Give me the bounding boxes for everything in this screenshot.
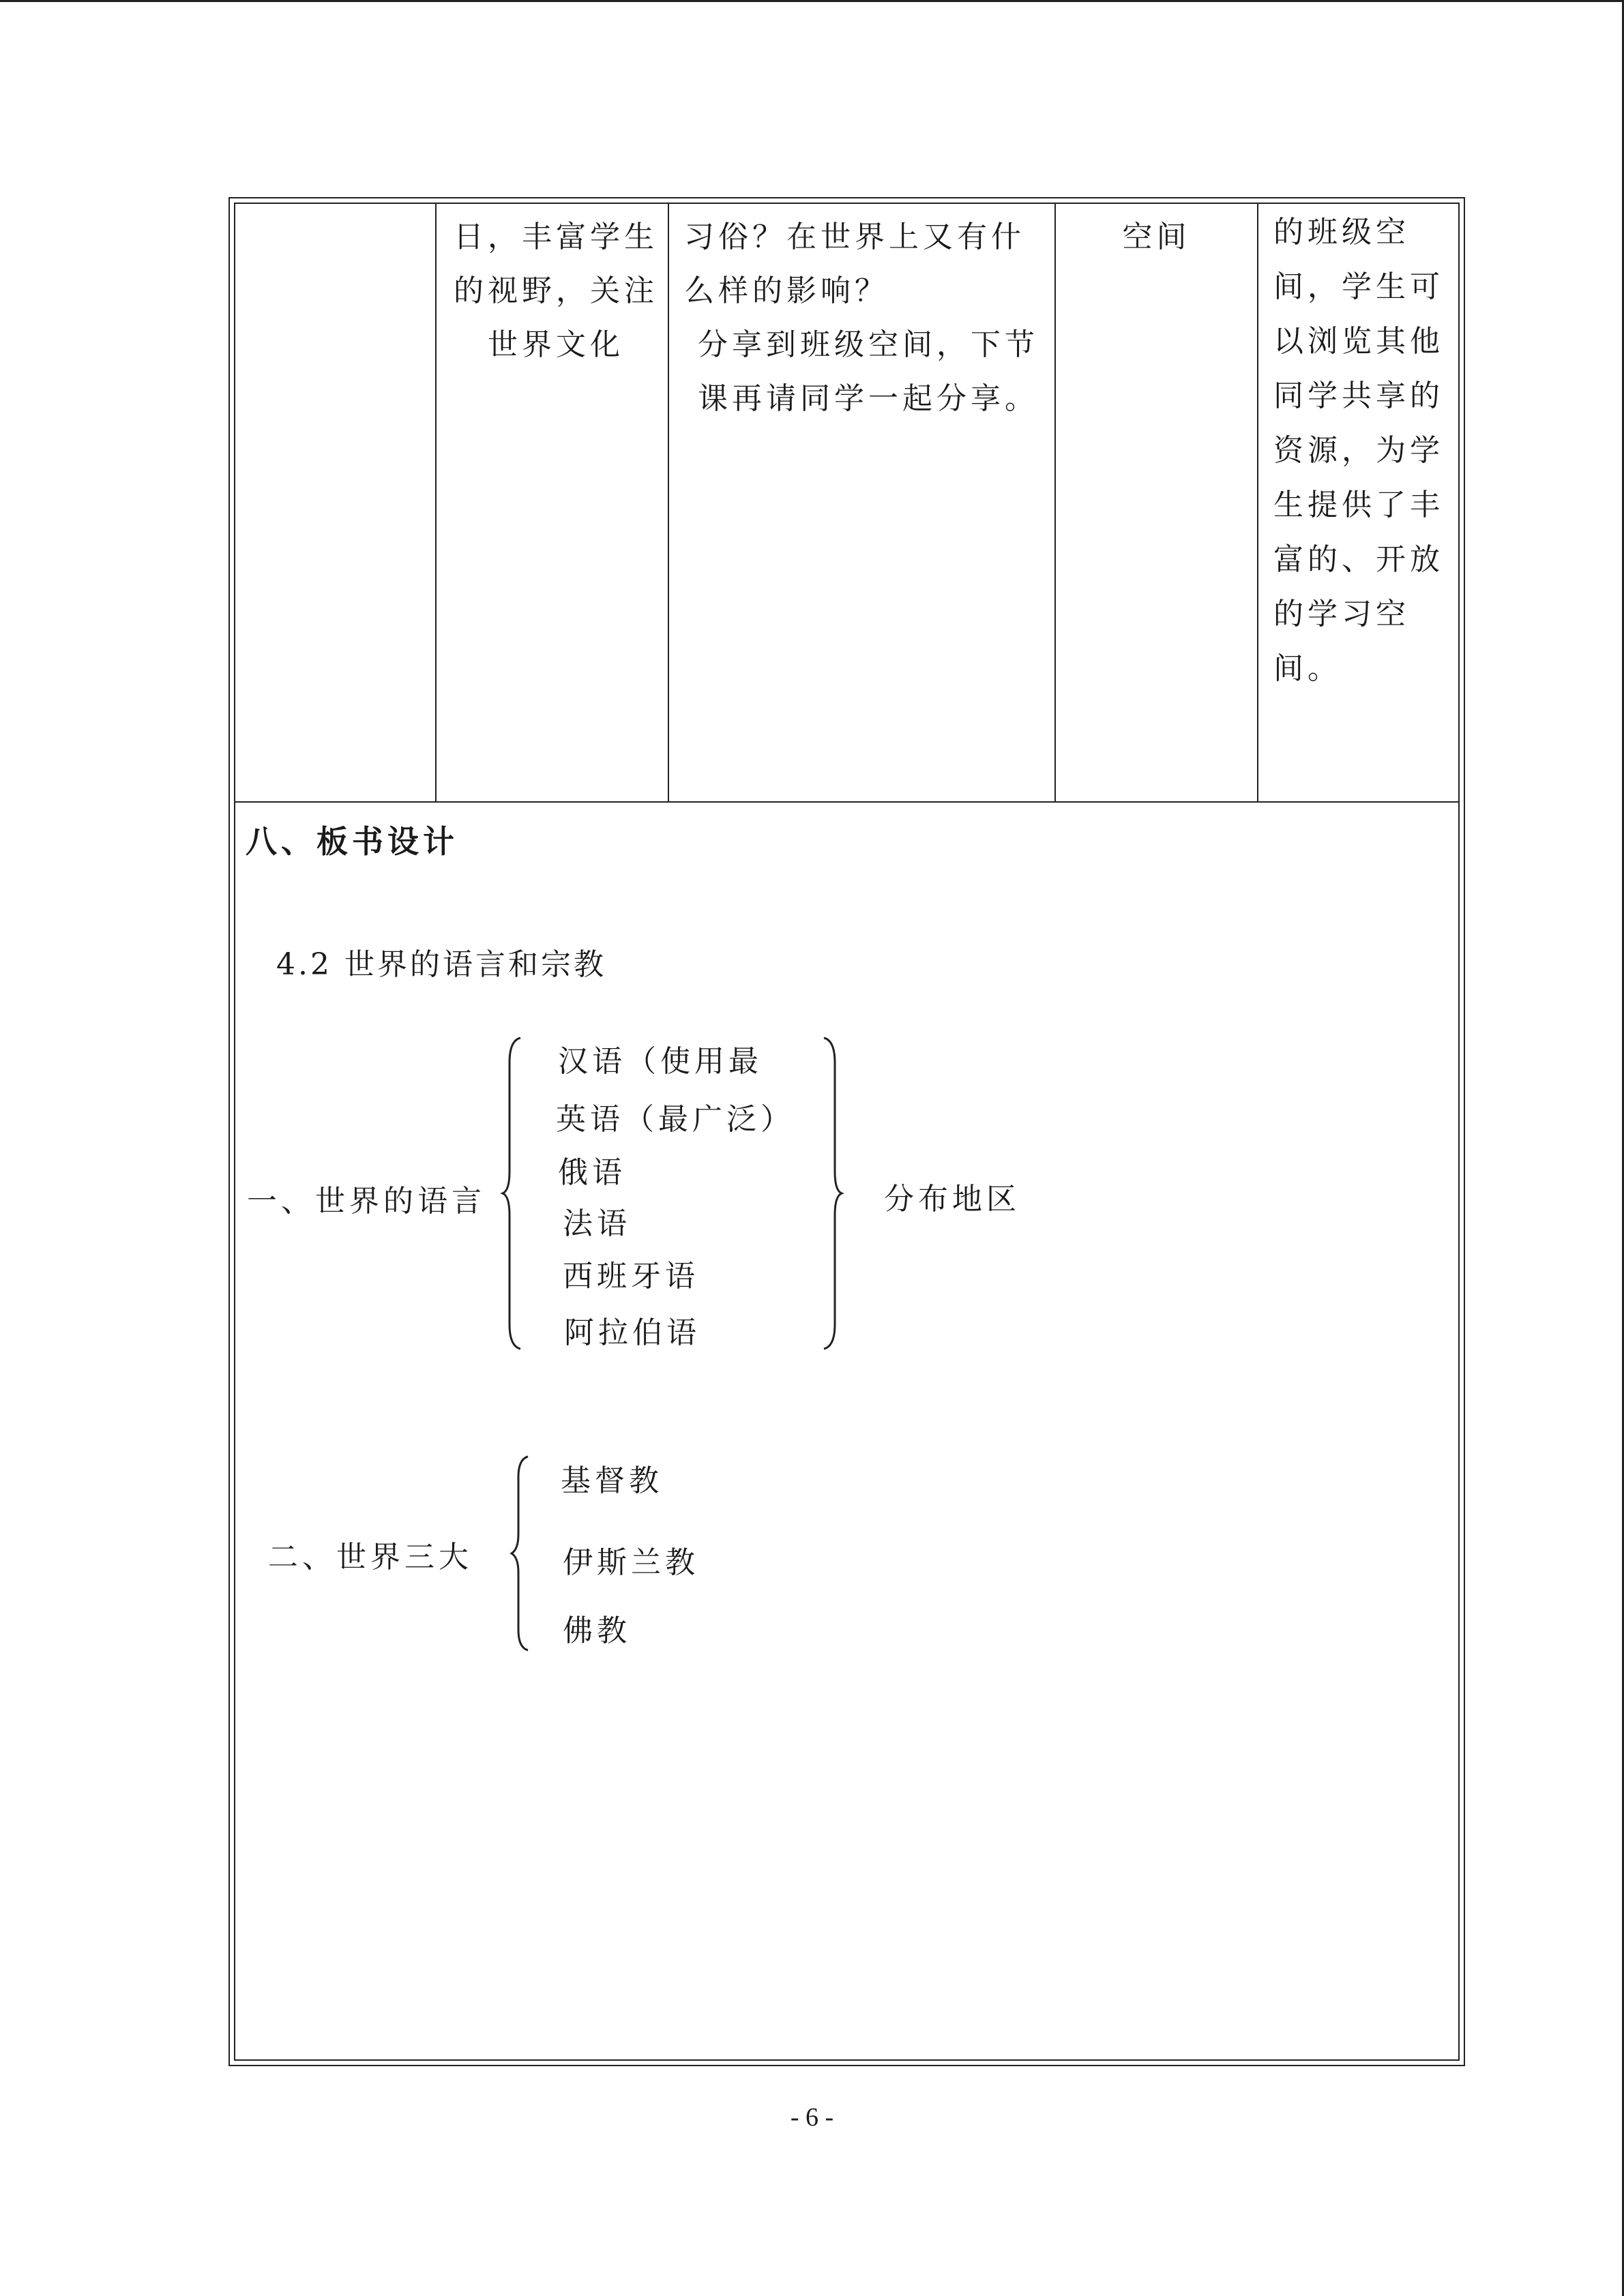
column-divider (1054, 203, 1056, 803)
cell-line: 课再请同学一起分享。 (698, 381, 1039, 416)
cell-line: 的学习空 (1273, 597, 1410, 631)
distribution-label: 分布地区 (884, 1182, 1020, 1217)
cell-line: 富的、开放 (1273, 542, 1444, 577)
religion-item: 伊斯兰教 (563, 1545, 699, 1580)
left-brace-icon (510, 1454, 535, 1654)
cell-line: 日，丰富学生 (454, 220, 658, 254)
cell-line: 间。 (1273, 651, 1342, 686)
page-number: - 6 - (790, 2103, 834, 2132)
section-heading: 八、板书设计 (246, 823, 458, 860)
cell-line: 世界文化 (488, 327, 624, 362)
language-item: 法语 (563, 1206, 631, 1241)
right-brace-icon (817, 1035, 844, 1352)
column-divider (1257, 203, 1258, 803)
column-divider (668, 203, 669, 803)
language-item: 英语（最广泛） (556, 1102, 795, 1137)
cell-line: 么样的影响？ (684, 273, 889, 308)
cell-line: 的视野，关注 (454, 273, 658, 308)
languages-label: 一、世界的语言 (247, 1184, 486, 1219)
cell-line: 以浏览其他 (1273, 324, 1444, 359)
cell-line: 间，学生可 (1273, 269, 1444, 304)
page-top-edge (0, 0, 1624, 2)
column-divider (435, 203, 437, 803)
cell-line: 生提供了丰 (1273, 488, 1444, 522)
language-item: 俄语 (558, 1155, 626, 1190)
language-item: 阿拉伯语 (564, 1315, 700, 1350)
left-brace-icon (501, 1035, 529, 1352)
cell-line: 同学共享的 (1273, 378, 1444, 413)
table-cell-goal (450, 210, 662, 372)
religion-item: 佛教 (563, 1613, 631, 1648)
table-cell-resource (1056, 210, 1257, 264)
table-cell-activity (684, 210, 1052, 426)
language-item: 汉语（使用最 (558, 1044, 763, 1079)
cell-line: 空间 (1122, 220, 1191, 254)
row-divider (234, 801, 1460, 803)
religions-label: 二、世界三大 (268, 1540, 473, 1575)
board-title: 4.2 世界的语言和宗教 (276, 947, 606, 982)
cell-line: 习俗？在世界上又有什 (684, 220, 1025, 254)
cell-line: 的班级空 (1273, 215, 1410, 250)
table-cell-comment (1273, 205, 1458, 696)
religion-item: 基督教 (561, 1463, 663, 1498)
cell-line: 分享到班级空间，下节 (698, 327, 1039, 362)
cell-line: 资源，为学 (1273, 433, 1444, 468)
language-item: 西班牙语 (563, 1259, 699, 1294)
